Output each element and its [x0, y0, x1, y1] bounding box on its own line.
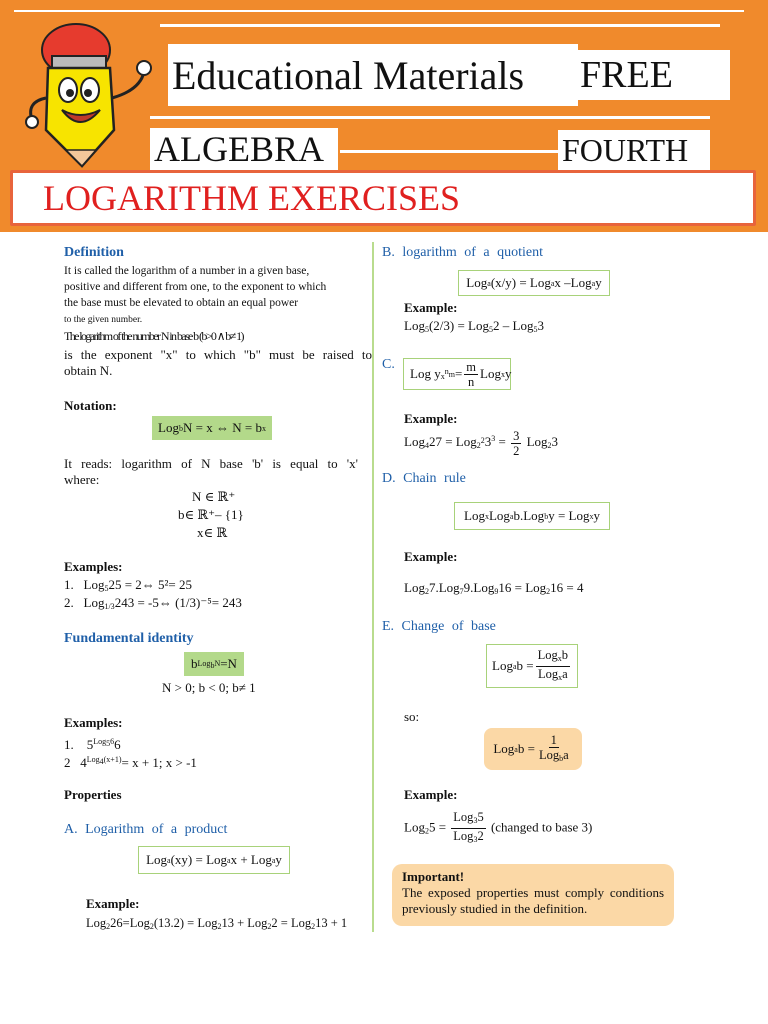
examples-heading: Examples: [64, 559, 123, 574]
site-title: Educational Materials [168, 44, 578, 106]
notation-formula: Log b N = x ⇔ N = b x [152, 416, 272, 440]
identity-condition: N > 0; b < 0; b≠ 1 [162, 680, 256, 695]
section-e-example-heading: Example: [404, 787, 458, 802]
section-d-example: Log$_2$7.Log$_7$9.Log$_9$16 = Log$_2$16 = 4 [404, 580, 584, 596]
subject-label: ALGEBRA [150, 128, 338, 170]
section-b-heading: B. logarithm of a quotient [382, 245, 544, 260]
example-item: 1. Log$_5$25 = 2⇔ 5²= 25 [64, 577, 193, 593]
section-b-example-heading: Example: [404, 300, 458, 315]
definition-exponent-text: obtain N. [64, 363, 113, 378]
examples2-heading: Examples: [64, 715, 123, 730]
section-c-example: $Log_427 = Log_{2^2}3^3$ = $\frac{3}{2}$ Log$_2$3 [404, 428, 559, 458]
change-of-base-formula: Log a b = $\frac{Log_xb}{Log_xa}$ [486, 644, 578, 688]
example-item: 2 $4^{Log_4(x+1)}= x + 1$; x > -1 [64, 755, 197, 770]
condition-b: b∈ ℝ⁺– {1} [178, 507, 244, 522]
condition-x: x∈ ℝ [197, 525, 228, 540]
section-d-heading: D. Chain rule [382, 471, 466, 486]
definition-line: to the given number. [64, 315, 143, 325]
section-d-example-heading: Example: [404, 549, 458, 564]
section-a-heading: A. Logarithm of a product [64, 822, 228, 837]
chain-rule-formula: Log x Log a b.Log b y = Log x y [454, 502, 610, 530]
important-title: Important! [402, 869, 465, 884]
reads-text: where: [64, 472, 100, 487]
notation-heading: Notation: [64, 398, 117, 413]
definition-overlap-text: The logarithm of the number N in base b (b>0 ∧ b≠ 1) [64, 329, 243, 343]
power-rule-formula: Log y $x^n$ m = $\frac{m}{n}$ Log x y [403, 358, 511, 390]
identity-formula: b Log$_b$N =N [184, 652, 244, 676]
definition-line: It is called the logarithm of a number in a given base, [64, 265, 310, 277]
definition-exponent-text: is the exponent "x" to which "b" must be raised to [64, 347, 372, 362]
section-a-example-heading: Example: [86, 896, 140, 911]
reads-text: It reads: logarithm of N base 'b' is equal to 'x' [64, 456, 358, 471]
example-item: 2. Log$_{1/3}$243 = -5⇔ (1/3)⁻⁵= 243 [64, 595, 242, 611]
section-e-heading: E. Change of base [382, 619, 496, 634]
column-divider [372, 242, 374, 932]
definition-line: the base must be elevated to obtain an equal power [64, 297, 299, 309]
definition-heading: Definition [64, 245, 124, 260]
section-a-example: Log$_2$26=Log$_2$(13.2) = Log$_2$13 + Log$_2$2 = Log$_2$13 + 1 [86, 916, 348, 931]
definition-line: positive and different from one, to the exponent to which [64, 281, 327, 293]
section-c-example-heading: Example: [404, 411, 458, 426]
important-text: The exposed properties must comply conditions previously studied in the definition. [402, 885, 664, 916]
section-c-heading: C. [382, 357, 395, 372]
important-note [392, 864, 674, 926]
free-label: FREE [578, 50, 730, 100]
section-e-so: so: [404, 709, 420, 724]
page-title: LOGARITHM EXERCISES [10, 170, 756, 226]
header-banner [0, 0, 768, 232]
reciprocal-formula: Log a b = $\frac{1}{Log_ba}$ [484, 728, 582, 770]
properties-heading: Properties [64, 787, 122, 802]
product-rule-formula: Log a (xy) = Log a x + Log a y [138, 846, 290, 874]
grade-label: FOURTH [558, 130, 710, 170]
example-item: 1. $5^{Log_56}6$ [64, 737, 121, 752]
quotient-rule-formula: Log a (x/y) = Log a x –Log a y [458, 270, 610, 296]
condition-n: N ∈ ℝ⁺ [192, 489, 236, 504]
section-b-example: Log$_5$(2/3) = Log$_5$2 – Log$_5$3 [404, 318, 544, 334]
identity-heading: Fundamental identity [64, 631, 194, 646]
section-e-example: Log$_2$5 = $\frac{Log_35}{Log_32}$ (changed to base 3) [404, 810, 593, 844]
pencil-mascot-icon [18, 10, 158, 168]
